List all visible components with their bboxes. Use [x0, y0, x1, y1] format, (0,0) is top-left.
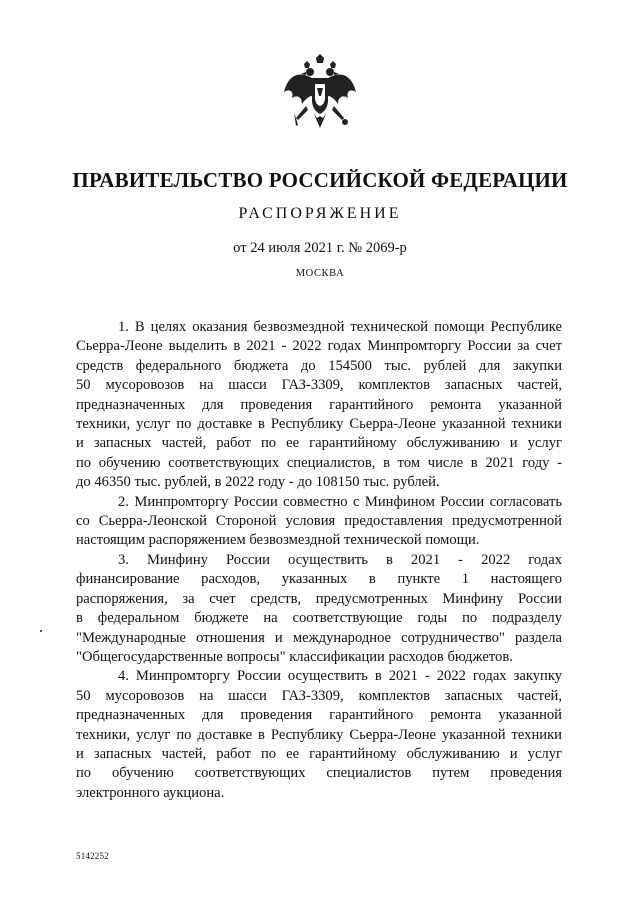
body-line: предназначенных для проведения гарантийного ремонта указанной: [76, 707, 562, 724]
margin-mark: [40, 630, 42, 632]
body-line: распоряжения, за счет средств, предусмотренных Минфину России: [76, 590, 562, 607]
body-line: предназначенных для проведения гарантийного ремонта указанной: [76, 396, 562, 413]
body-line: и запасных частей, работ по ее гарантийному обслуживанию и услуг: [76, 745, 562, 762]
body-line: финансирование расходов, указанных в пункте 1 настоящего: [76, 571, 562, 588]
body-line: 2. Минпромторгу России совместно с Минфином России согласовать: [118, 493, 562, 510]
document-body: [76, 318, 562, 803]
body-line: 50 мусоровозов на шасси ГАЗ-3309, комплектов запасных частей,: [76, 687, 562, 704]
body-line: 3. Минфину России осуществить в 2021 - 2022 годах: [118, 551, 562, 568]
body-line: "Общегосударственные вопросы" классификации расходов бюджетов.: [76, 648, 513, 665]
body-line: со Сьерра-Леонской Стороной условия предоставления предусмотренной: [76, 513, 562, 530]
document-date-number: от 24 июля 2021 г. № 2069-р: [233, 240, 407, 256]
body-line: "Международные отношения и международное сотрудничество" раздела: [76, 629, 562, 646]
document-code: 5142252: [76, 851, 109, 861]
document-city: МОСКВА: [295, 268, 345, 279]
body-line: и запасных частей, работ по ее гарантийному обслуживанию и услуг: [76, 435, 562, 452]
body-line: в федеральном бюджете на соответствующие годы по подразделу: [76, 610, 562, 627]
body-line: 4. Минпромторгу России осуществить в 2021 - 2022 годах закупку: [118, 668, 562, 685]
body-line: средств федерального бюджета до 154500 тыс. рублей для закупки: [76, 357, 562, 374]
body-line: электронного аукциона.: [76, 784, 225, 801]
body-line: 50 мусоровозов на шасси ГАЗ-3309, комплектов запасных частей,: [76, 377, 562, 394]
body-line: до 46350 тыс. рублей, в 2022 году - до 108150 тыс. рублей.: [76, 474, 440, 491]
body-line: по обучению соответствующих специалистов, в том числе в 2021 году -: [76, 454, 562, 471]
body-line: Сьерра-Леоне выделить в 2021 - 2022 годах Минпромторгу России за счет: [76, 338, 562, 355]
government-title: ПРАВИТЕЛЬСТВО РОССИЙСКОЙ ФЕДЕРАЦИИ: [72, 168, 568, 192]
body-line: техники, услуг по доставке в Республику Сьерра-Леоне указанной техники: [76, 416, 562, 433]
document-type: РАСПОРЯЖЕНИЕ: [238, 205, 402, 222]
body-line: техники, услуг по доставке в Республику Сьерра-Леоне указанной техники: [76, 726, 562, 743]
coat-of-arms-icon: [276, 52, 364, 140]
body-line: по обучению соответствующих специалистов путем проведения: [76, 765, 562, 782]
body-line: настоящим распоряжением безвозмездной технической помощи.: [76, 532, 480, 549]
body-line: 1. В целях оказания безвозмездной технической помощи Республике: [118, 319, 562, 335]
